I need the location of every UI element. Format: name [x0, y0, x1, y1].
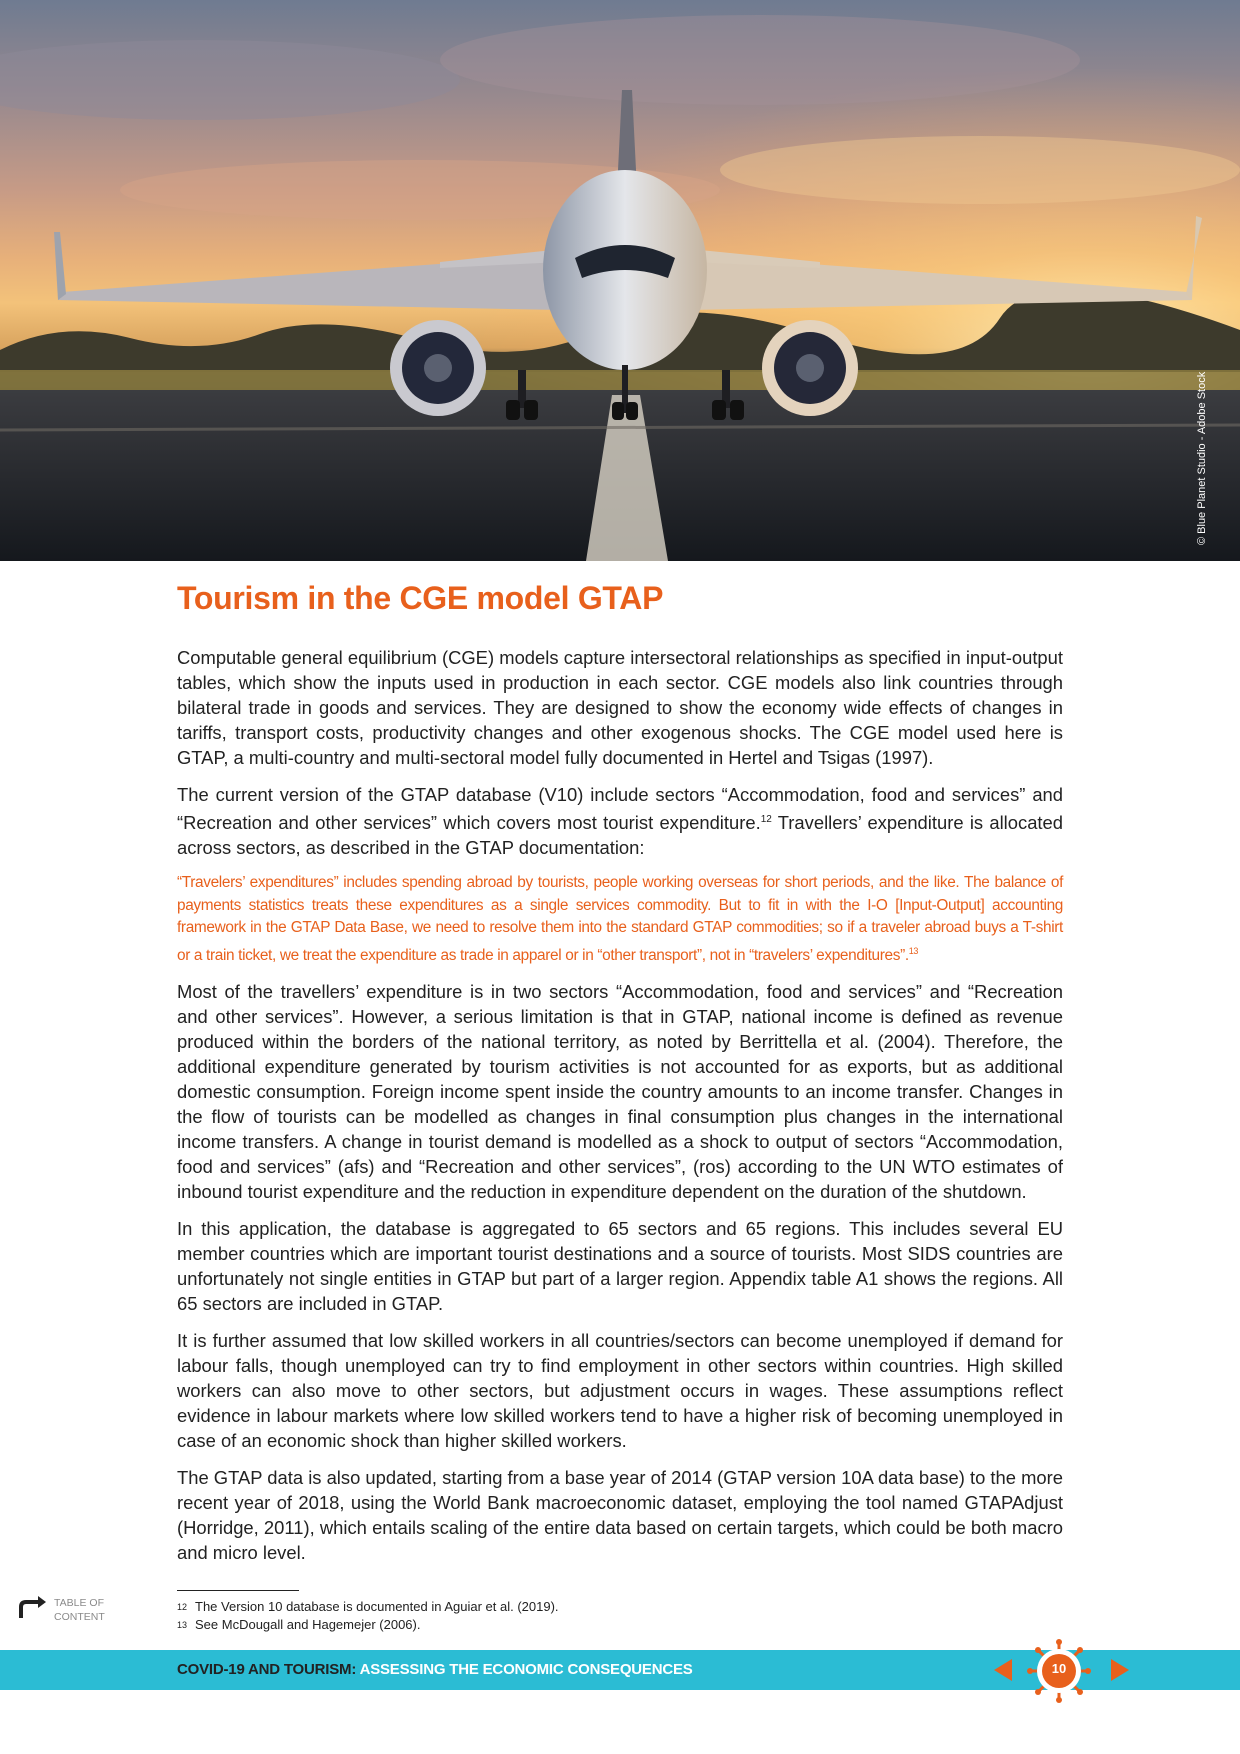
paragraph: Computable general equilibrium (CGE) models capture intersectoral relationships as specified in input-output tables, which show the inputs used in production in each sector. CGE models also link countries through bilateral trade in goods and services. They are designed to show the economy wide effects of changes in tariffs, transport costs, productivity changes and other exogenous shocks. The CGE model used here is GTAP, a multi-country and multi-sectoral model fully documented in Hertel and Tsigas (1997). — [177, 647, 1063, 768]
paragraph-text: The current version of the GTAP database (V10) include sectors “Accommodation, food and services” and “Recreation and other services” which covers most tourist expenditure. — [177, 784, 1063, 834]
paragraph: In this application, the database is aggregated to 65 sectors and 65 regions. This includes several EU member countries which are important tourist destinations and a source of tourists. Most SIDS countries are unfortunately not single entities in GTAP but part of a larger region. Appendix table A1 shows the regions. All 65 sectors are included in GTAP. — [177, 1218, 1063, 1315]
publication-title — [177, 1661, 693, 1678]
toc-label — [54, 1596, 105, 1624]
toc-label-line: TABLE OF — [54, 1597, 104, 1609]
publication-title-main: COVID-19 AND TOURISM: — [177, 1661, 357, 1678]
footnote-number: 12 — [177, 1602, 188, 1612]
footnote — [177, 1598, 559, 1616]
footnote-ref[interactable]: 13 — [908, 945, 919, 956]
quote-text: “Travelers’ expenditures” includes spending abroad by tourists, people working overseas for short periods, and the like. The balance of payments statistics treats these expenditures as a single services commodity. But to fit in with the I-O [Input-Output] accounting framework in the GTAP Data Base, we need to resolve them into the standard GTAP commodities; so if a traveler abroad buys a T-shirt or a train ticket, we treat the expenditure as trade in apparel or in “other transport”, not in “travelers’ expenditures”. — [177, 874, 1063, 964]
block-quote — [177, 872, 1063, 967]
paragraph-text: Travellers’ expenditure is allocated across sectors, as described in the GTAP documentation: — [177, 812, 1063, 859]
paragraph — [177, 782, 1063, 860]
toc-label-line: CONTENT — [54, 1611, 105, 1623]
footnote-text: The Version 10 database is documented in Aguiar et al. (2019). — [195, 1599, 559, 1614]
footnote — [177, 1616, 559, 1634]
table-of-content-link[interactable] — [18, 1596, 105, 1624]
next-page-arrow-icon[interactable] — [1111, 1659, 1129, 1681]
return-arrow-icon — [18, 1596, 48, 1622]
section-title: Tourism in the CGE model GTAP — [177, 580, 664, 616]
paragraph: Most of the travellers’ expenditure is in two sectors “Accommodation, food and services” and “Recreation and other services”. However, a serious limitation is that in GTAP, national income is defined as revenue produced within the borders of the national territory, as noted by Berrittella et al. (2004). Therefore, the additional expenditure generated by tourism activities is not accounted for as exports, but as additional domestic consumption. Foreign income spent inside the country amounts to an income transfer. Changes in the flow of tourists can be modelled as changes in final consumption plus changes in the international income transfers. A change in tourist demand is modelled as a shock to output of sectors “Accommodation, food and services” (afs) and “Recreation and other services”, (ros) according to the UN WTO estimates of inbound tourist expenditure and the reduction in expenditure dependent on the duration of the shutdown. — [177, 981, 1063, 1203]
paragraph: It is further assumed that low skilled workers in all countries/sectors can become unemployed if demand for labour falls, though unemployed can try to find employment in other sectors within countries. High skilled workers can also move to other sectors, but adjustment occurs in wages. These assumptions reflect evidence in labour markets where low skilled workers tend to have a higher risk of becoming unemployed in case of an economic shock than higher skilled workers. — [177, 1330, 1063, 1452]
photo-credit: © Blue Planet Studio - Adobe Stock — [1196, 371, 1208, 545]
footnotes — [177, 1598, 559, 1634]
body-content — [177, 645, 1063, 1577]
airplane-illustration — [0, 0, 1240, 561]
hero-photo — [0, 0, 1240, 561]
footnote-text: See McDougall and Hagemejer (2006). — [195, 1617, 421, 1632]
footnote-ref[interactable]: 12 — [760, 814, 772, 825]
paragraph: The GTAP data is also updated, starting from a base year of 2014 (GTAP version 10A data base) to the more recent year of 2018, using the World Bank macroeconomic dataset, employing the tool named GTAPAdjust (Horridge, 2011), which entails scaling of the entire data based on certain targets, which could be both macro and micro level. — [177, 1467, 1063, 1564]
footnote-number: 13 — [177, 1620, 188, 1630]
page-number: 10 — [1051, 1661, 1067, 1676]
footnote-divider — [177, 1590, 299, 1591]
publication-title-accent: ASSESSING THE ECONOMIC CONSEQUENCES — [356, 1661, 693, 1678]
previous-page-arrow-icon[interactable] — [994, 1659, 1012, 1681]
